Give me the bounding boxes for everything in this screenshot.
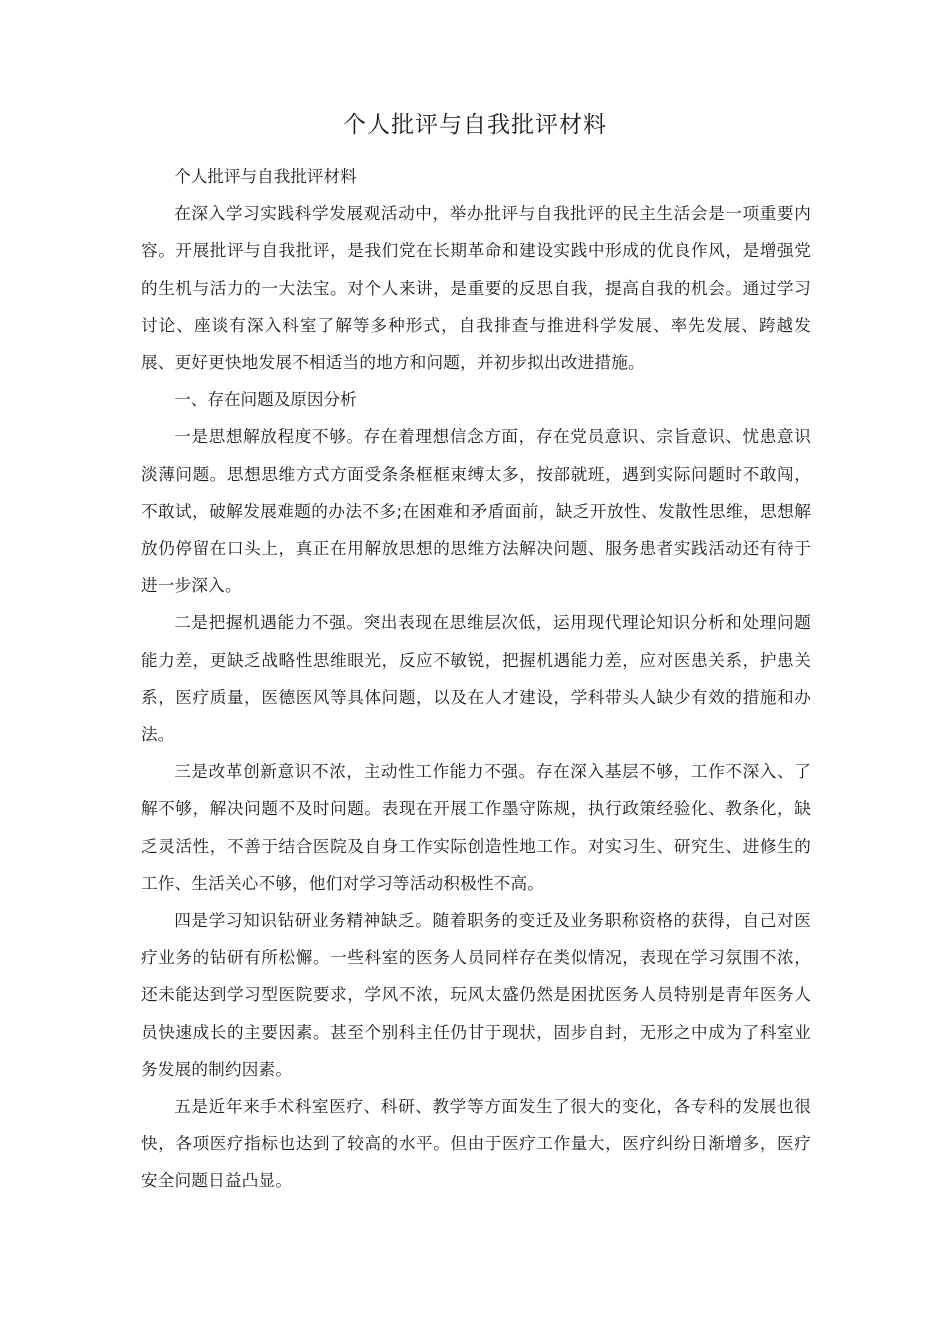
point-4-paragraph: 四是学习知识钻研业务精神缺乏。随着职务的变迁及业务职称资格的获得，自己对医疗业务的钻研有所松懈。一些科室的医务人员同样存在类似情况，表现在学习氛围不浓，还未能达到学习型医院要求，学风不浓，玩风太盛仍然是困扰医务人员特别是青年医务人员快速成长的主要因素。甚至个别科主任仍甘于现状，固步自封，无形之中成为了科室业务发展的制约因素。 — [141, 911, 811, 1079]
point-1-paragraph: 一是思想解放程度不够。存在着理想信念方面，存在党员意识、宗旨意识、忧患意识淡薄问题。思想思维方式方面受条条框框束缚太多，按部就班，遇到实际问题时不敢闯，不敢试，破解发展难题的办法不多;在困难和矛盾面前，缺乏开放性、发散性思维，思想解放仍停留在口头上，真正在用解放思想的思维方法解决问题、服务患者实践活动还有待于进一步深入。 — [141, 427, 811, 596]
point-5-paragraph: 五是近年来手术科室医疗、科研、教学等方面发生了很大的变化，各专科的发展也很快，各项医疗指标也达到了较高的水平。但由于医疗工作量大，医疗纠纷日渐增多，医疗安全问题日益凸显。 — [141, 1097, 811, 1191]
document-title: 个人批评与自我批评材料 — [343, 112, 607, 138]
section-heading: 一、存在问题及原因分析 — [174, 390, 357, 410]
document-subtitle: 个人批评与自我批评材料 — [174, 167, 357, 186]
intro-paragraph: 在深入学习实践科学发展观活动中，举办批评与自我批评的民主生活会是一项重要内容。开展批评与自我批评，是我们党在长期革命和建设实践中形成的优良作风，是增强党的生机与活力的一大法宝。对个人来讲，是重要的反思自我，提高自我的机会。通过学习讨论、座谈有深入科室了解等多种形式，自我排查与推进科学发展、率先发展、跨越发展、更好更快地发展不相适当的地方和问题，并初步拟出改进措施。 — [141, 204, 811, 373]
point-3-paragraph: 三是改革创新意识不浓，主动性工作能力不强。存在深入基层不够，工作不深入、了解不够，解决问题不及时问题。表现在开展工作墨守陈规，执行政策经验化、教条化，缺乏灵活性，不善于结合医院及自身工作实际创造性地工作。对实习生、研究生、进修生的工作、生活关心不够，他们对学习等活动积极性不高。 — [141, 762, 811, 893]
point-2-paragraph: 二是把握机遇能力不强。突出表现在思维层次低，运用现代理论知识分析和处理问题能力差，更缺乏战略性思维眼光，反应不敏锐，把握机遇能力差，应对医患关系，护患关系，医疗质量，医德医风等具体问题，以及在人才建设，学科带头人缺少有效的措施和办法。 — [141, 613, 811, 745]
document-body — [141, 158, 811, 1200]
